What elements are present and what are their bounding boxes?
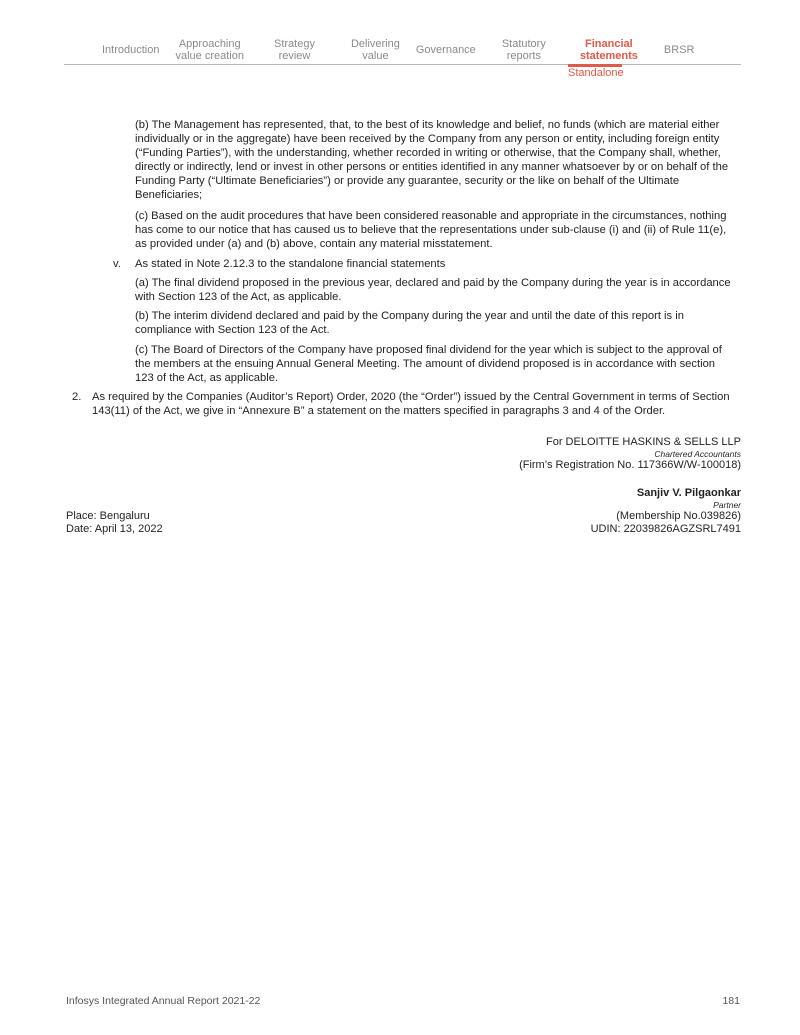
section-nav bbox=[64, 36, 741, 65]
page-number: 181 bbox=[722, 995, 740, 1007]
paragraph-v-a-final-dividend: (a) The final dividend proposed in the previous year, declared and paid by the Company during the year is in accordance with Section 123 of the Act, as applicable. bbox=[135, 277, 731, 303]
partner-name: Sanjiv V. Pilgaonkar bbox=[636, 487, 741, 499]
nav-tab-strategy-review[interactable]: Strategy review bbox=[273, 38, 315, 62]
list-marker-v: v. bbox=[113, 258, 121, 270]
paragraph-v-b-interim-dividend: (b) The interim dividend declared and paid by the Company during the year and until the date of this report is in compliance with Section 123 of the Act. bbox=[135, 310, 684, 336]
paragraph-v-dividend-note: As stated in Note 2.12.3 to the standalone financial statements bbox=[135, 258, 446, 270]
signature-partner-block bbox=[591, 487, 741, 536]
place: Place: Bengaluru bbox=[66, 510, 150, 522]
nav-tab-delivering-value[interactable]: Delivering value bbox=[350, 38, 400, 62]
nav-tab-approaching-value-creation[interactable]: Approaching value creation bbox=[175, 38, 244, 62]
partner-role: Partner bbox=[713, 500, 741, 510]
date: Date: April 13, 2022 bbox=[66, 523, 163, 535]
firm-role: Chartered Accountants bbox=[654, 449, 741, 459]
nav-tab-statutory-reports[interactable]: Statutory reports bbox=[501, 38, 546, 62]
firm-registration: (Firm’s Registration No. 117366W/W-100018) bbox=[519, 459, 741, 471]
place-date-block bbox=[66, 510, 163, 536]
nav-tab-brsr[interactable]: BRSR bbox=[663, 44, 695, 56]
list-marker-2: 2. bbox=[72, 391, 82, 403]
paragraph-c-audit-procedures: (c) Based on the audit procedures that have been considered reasonable and appropriate in the circumstances, nothing has come to our notice that has caused us to believe that the representations under sub-clause (i) and (ii) of Rule 11(e), as provided under (a) and (b) above, contain any material misstatement. bbox=[135, 210, 727, 250]
firm-name: For DELOITTE HASKINS & SELLS LLP bbox=[545, 436, 741, 448]
paragraph-v-c-proposed-dividend: (c) The Board of Directors of the Company have proposed final dividend for the year which is subject to the approval of the members at the ensuing Annual General Meeting. The amount of dividend proposed is in accordance with section 123 of the Act, as applicable. bbox=[135, 344, 722, 384]
sub-tab-standalone[interactable]: Standalone bbox=[568, 64, 622, 79]
membership-number: (Membership No.039826) bbox=[616, 510, 741, 522]
nav-tab-governance[interactable]: Governance bbox=[415, 44, 476, 56]
paragraph-2-caro-order: As required by the Companies (Auditor’s Report) Order, 2020 (the “Order”) issued by the Central Government in terms of Section 143(11) of the Act, we give in “Annexure B” a statement on the matters specified in paragraphs 3 and 4 of the Order. bbox=[92, 391, 730, 417]
nav-tab-financial-statements[interactable]: Financial statements bbox=[579, 38, 638, 62]
paragraph-b-management-representation: (b) The Management has represented, that, to the best of its knowledge and belief, no funds (which are material either individually or in the aggregate) have been received by the Company from any person or entity, including foreign entity (“Funding Parties”), with the understanding, whether recorded in writing or otherwise, that the Company shall, whether, directly or indirectly, lend or invest in other persons or entities identified in any manner whatsoever by or on behalf of the Funding Party (“Ultimate Beneficiaries”) or provide any guarantee, security or the like on behalf of the Ultimate Beneficiaries; bbox=[135, 119, 729, 201]
nav-tab-introduction[interactable]: Introduction bbox=[102, 44, 160, 56]
udin: UDIN: 22039826AGZSRL7491 bbox=[590, 523, 741, 535]
footer-report-title: Infosys Integrated Annual Report 2021-22 bbox=[66, 995, 261, 1007]
signature-firm-block bbox=[519, 436, 741, 472]
